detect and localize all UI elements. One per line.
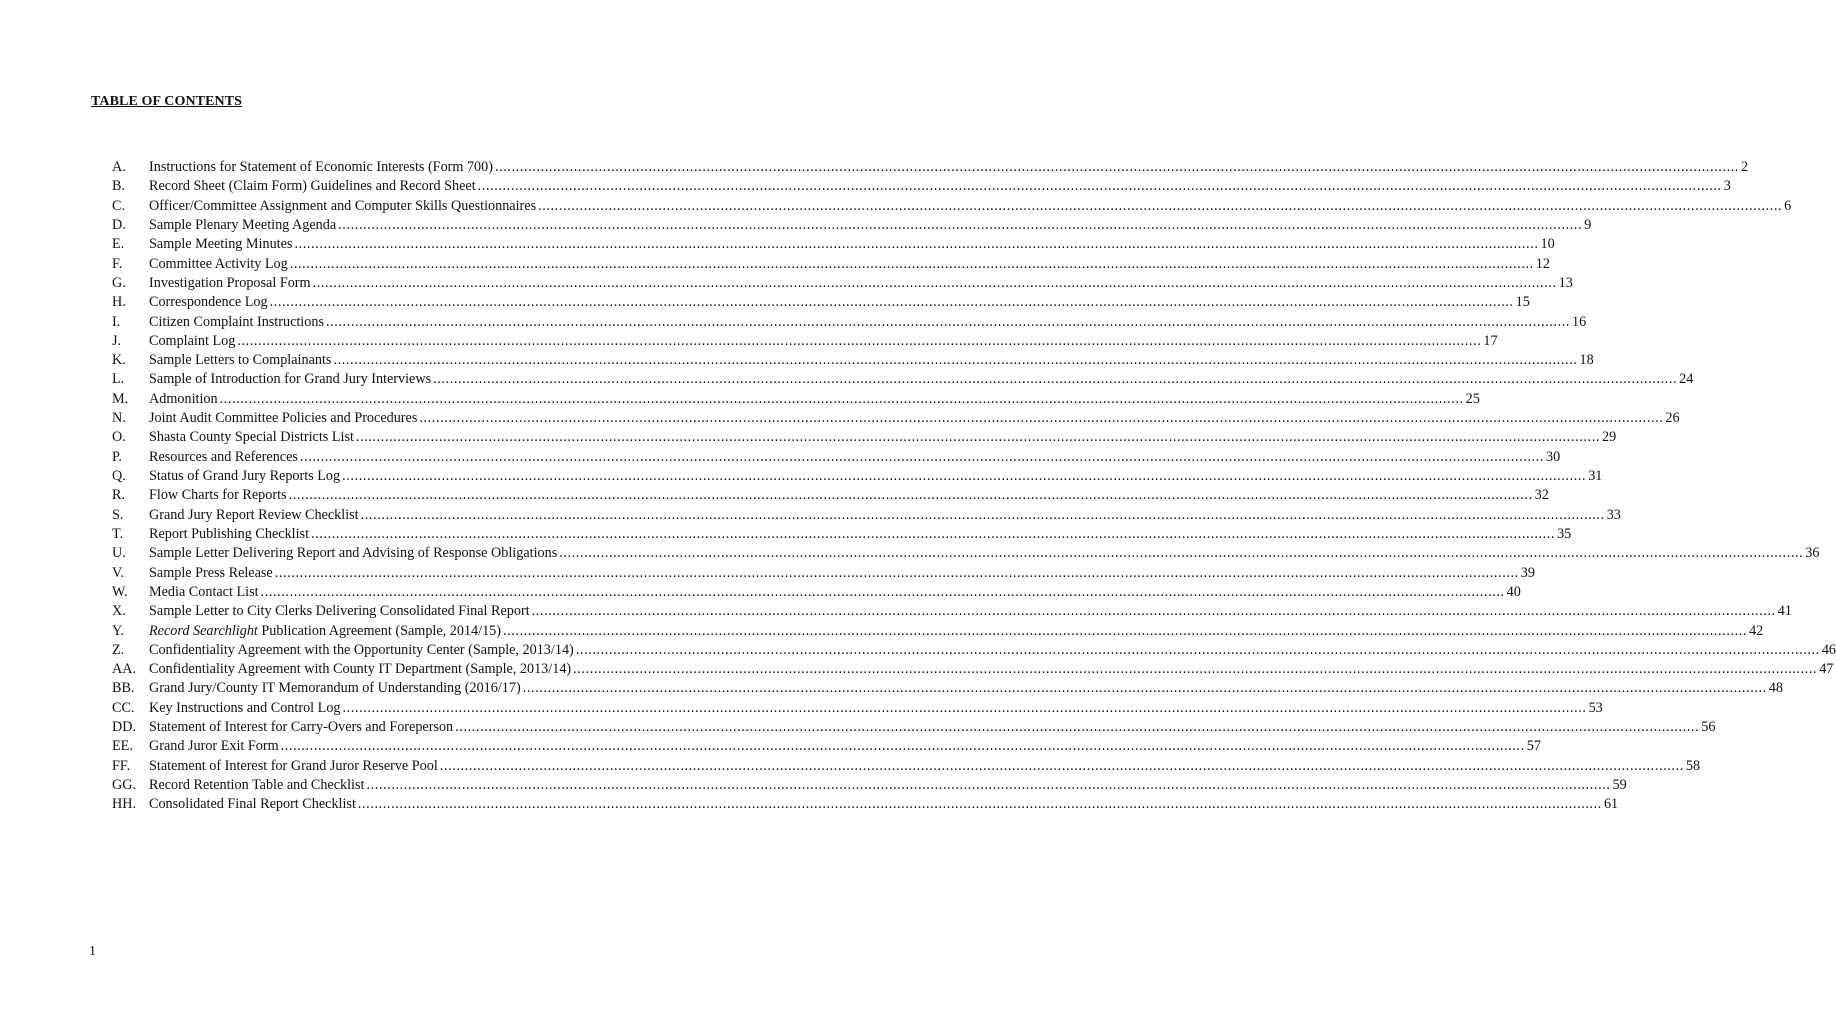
toc-entry-page: 9: [1584, 216, 1592, 233]
toc-leader-dots: ............................................................................................................................................................................................................................................................................................................: [333, 352, 1578, 369]
toc-entry: [112, 679, 1783, 698]
toc-entry-title: Sample Plenary Meeting Agenda: [149, 216, 337, 233]
toc-entry: [112, 602, 1792, 621]
toc-leader-dots: ............................................................................................................................................................................................................................................................................................................: [455, 719, 1700, 736]
toc-entry-letter: Z.: [112, 641, 125, 658]
toc-entry-page: 39: [1520, 564, 1535, 581]
toc-entry-page: 36: [1805, 545, 1820, 562]
toc-entry-title: Joint Audit Committee Policies and Procedures: [149, 410, 418, 427]
toc-entry: [112, 274, 1573, 293]
toc-entry-letter: T.: [112, 525, 124, 542]
toc-entry-page: 42: [1749, 622, 1764, 639]
toc-entry-title-rest: Publication Agreement (Sample, 2014/15): [257, 622, 501, 639]
toc-leader-dots: ............................................................................................................................................................................................................................................................................................................: [503, 622, 1748, 639]
toc-entry-title: Flow Charts for Reports: [149, 487, 287, 504]
toc-leader-dots: ............................................................................................................................................................................................................................................................................................................: [531, 603, 1776, 620]
toc-entry: [112, 293, 1530, 312]
toc-entry-letter: L.: [112, 371, 125, 388]
toc-entry-title: Sample of Introduction for Grand Jury Interviews: [149, 371, 432, 388]
toc-entry-page: 24: [1679, 371, 1694, 388]
toc-leader-dots: ............................................................................................................................................................................................................................................................................................................: [237, 332, 1482, 349]
toc-entry-page: 47: [1819, 661, 1834, 678]
page-title: TABLE OF CONTENTS: [91, 94, 243, 109]
toc-entry: [112, 660, 1834, 679]
toc-entry-title: Sample Letters to Complainants: [149, 352, 332, 369]
toc-leader-dots: ............................................................................................................................................................................................................................................................................................................: [559, 545, 1804, 562]
toc-entry-letter: EE.: [112, 738, 133, 755]
toc-entry-title: Committee Activity Log: [149, 255, 288, 272]
footer-page-number: 1: [89, 944, 96, 959]
toc-entry-title: Officer/Committee Assignment and Computer Skills Questionnaires: [149, 197, 537, 214]
toc-entry-page: 3: [1723, 178, 1731, 195]
toc-entry-letter: K.: [112, 352, 126, 369]
toc-entry-title: Grand Juror Exit Form: [149, 738, 279, 755]
toc-entry-title: Admonition: [149, 390, 218, 407]
toc-leader-dots: ............................................................................................................................................................................................................................................................................................................: [342, 699, 1587, 716]
toc-entry-letter: DD.: [112, 719, 137, 736]
toc-leader-dots: ............................................................................................................................................................................................................................................................................................................: [269, 294, 1514, 311]
toc-entry-page: 40: [1506, 583, 1521, 600]
toc-entry-letter: N.: [112, 410, 126, 427]
toc-entry-page: 12: [1535, 255, 1550, 272]
toc-leader-dots: ............................................................................................................................................................................................................................................................................................................: [357, 796, 1602, 813]
toc-entry-page: 48: [1768, 680, 1783, 697]
toc-entry: [112, 409, 1680, 428]
toc-leader-dots: ............................................................................................................................................................................................................................................................................................................: [288, 487, 1533, 504]
toc-leader-dots: ............................................................................................................................................................................................................................................................................................................: [477, 178, 1722, 195]
toc-entry-letter: Y.: [112, 622, 124, 639]
toc-entry-title: Media Contact List: [149, 583, 259, 600]
toc-entry-page: 56: [1701, 719, 1716, 736]
toc-entry-page: 32: [1534, 487, 1549, 504]
toc-leader-dots: ............................................................................................................................................................................................................................................................................................................: [219, 390, 1464, 407]
toc-entry-title: Key Instructions and Control Log: [149, 699, 341, 716]
toc-entry-page: 30: [1545, 448, 1561, 465]
toc-entry-letter: O.: [112, 429, 126, 446]
toc-entry-title: Grand Jury Report Review Checklist: [149, 506, 359, 523]
toc-entry-letter: W.: [112, 583, 128, 600]
toc-entry-title: Status of Grand Jury Reports Log: [149, 468, 341, 484]
toc-leader-dots: ............................................................................................................................................................................................................................................................................................................: [325, 313, 1571, 330]
toc-entry-letter: A.: [112, 159, 126, 175]
toc-entry-page: 17: [1483, 332, 1498, 349]
toc-entry: [112, 564, 1535, 583]
toc-entry-letter: I.: [112, 313, 121, 330]
toc-entry-page: 10: [1540, 236, 1555, 253]
toc-entry-title: Confidentiality Agreement with the Opportunity Center (Sample, 2013/14): [149, 641, 574, 658]
toc-entry: [112, 737, 1541, 756]
toc-entry: [112, 583, 1521, 602]
toc-entry-page: 35: [1557, 525, 1572, 542]
toc-entry-letter: H.: [112, 294, 126, 311]
toc-entry: [112, 718, 1716, 737]
toc-entry-page: 16: [1572, 313, 1587, 330]
toc-entry-page: 29: [1601, 429, 1617, 446]
toc-entry-letter: CC.: [112, 699, 135, 716]
toc-entry-page: 15: [1515, 294, 1530, 311]
toc-entry: [112, 177, 1731, 196]
toc-entry: [112, 390, 1480, 409]
toc-leader-dots: ............................................................................................................................................................................................................................................................................................................: [366, 777, 1611, 793]
toc-leader-dots: ............................................................................................................................................................................................................................................................................................................: [419, 410, 1664, 427]
toc-entry: [112, 332, 1498, 351]
toc-entry-letter: M.: [112, 390, 129, 407]
toc-entry: [112, 255, 1550, 274]
toc-entry: [112, 313, 1587, 332]
toc-entry-letter: G.: [112, 274, 126, 291]
toc-entry-page: 6: [1784, 197, 1792, 214]
toc-entry-title: Statement of Interest for Grand Juror Reserve Pool: [149, 757, 438, 774]
toc-entry-title: [149, 622, 501, 641]
toc-entry-letter: P.: [112, 448, 122, 465]
toc-entry: [112, 486, 1549, 505]
toc-entry-page: 57: [1526, 738, 1541, 755]
toc-leader-dots: ............................................................................................................................................................................................................................................................................................................: [311, 525, 1556, 542]
toc-entry-letter: HH.: [112, 796, 137, 813]
toc-entry: [112, 467, 1603, 486]
toc-entry-letter: FF.: [112, 757, 131, 774]
toc-entry-letter: S.: [112, 506, 124, 523]
table-of-contents-list: [112, 158, 1836, 815]
toc-leader-dots: ............................................................................................................................................................................................................................................................................................................: [360, 506, 1605, 523]
toc-entry-title: Sample Letter Delivering Report and Advising of Response Obligations: [149, 545, 558, 562]
toc-entry-title: Sample Letter to City Clerks Delivering Consolidated Final Report: [149, 603, 530, 620]
toc-entry-title: Complaint Log: [149, 332, 236, 349]
toc-entry: [112, 370, 1694, 389]
toc-entry: [112, 622, 1764, 641]
toc-entry: [112, 506, 1621, 525]
toc-entry-letter: C.: [112, 197, 126, 214]
toc-entry-title: Sample Press Release: [149, 564, 273, 581]
toc-entry-page: 25: [1465, 390, 1480, 407]
toc-leader-dots: ............................................................................................................................................................................................................................................................................................................: [289, 255, 1534, 272]
toc-entry-letter: D.: [112, 216, 126, 233]
toc-entry: [112, 235, 1555, 254]
toc-entry-page: 13: [1558, 274, 1573, 291]
toc-leader-dots: ............................................................................................................................................................................................................................................................................................................: [439, 757, 1684, 774]
toc-entry: [112, 544, 1820, 563]
toc-entry: [112, 448, 1561, 467]
toc-entry-title: Report Publishing Checklist: [149, 525, 310, 542]
toc-leader-dots: ............................................................................................................................................................................................................................................................................................................: [312, 274, 1557, 291]
toc-entry-title: Confidentiality Agreement with County IT Department (Sample, 2013/14): [149, 661, 572, 678]
toc-entry-title: Citizen Complaint Instructions: [149, 313, 324, 330]
toc-leader-dots: ............................................................................................................................................................................................................................................................................................................: [280, 738, 1525, 755]
toc-entry-letter: AA.: [112, 661, 137, 678]
toc-entry-title: Shasta County Special Districts List: [149, 429, 354, 446]
toc-leader-dots: ............................................................................................................................................................................................................................................................................................................: [433, 371, 1678, 388]
toc-entry-page: 33: [1606, 506, 1621, 523]
toc-entry-page: 2: [1741, 159, 1749, 175]
toc-entry-page: 59: [1612, 777, 1627, 793]
toc-entry-title-italic: Record Searchlight: [149, 622, 258, 639]
toc-leader-dots: ............................................................................................................................................................................................................................................................................................................: [355, 429, 1600, 446]
toc-leader-dots: ............................................................................................................................................................................................................................................................................................................: [294, 236, 1539, 253]
toc-leader-dots: ............................................................................................................................................................................................................................................................................................................: [299, 448, 1544, 465]
toc-leader-dots: ............................................................................................................................................................................................................................................................................................................: [342, 468, 1587, 484]
toc-leader-dots: ............................................................................................................................................................................................................................................................................................................: [260, 583, 1505, 600]
toc-entry-page: 26: [1665, 410, 1680, 427]
toc-leader-dots: ............................................................................................................................................................................................................................................................................................................: [338, 216, 1583, 233]
toc-entry-title: Consolidated Final Report Checklist: [149, 796, 356, 813]
toc-entry-page: 58: [1685, 757, 1701, 774]
toc-entry-page: 31: [1588, 468, 1603, 484]
toc-entry-title: Resources and References: [149, 448, 298, 465]
toc-entry-title: Record Sheet (Claim Form) Guidelines and Record Sheet: [149, 178, 476, 195]
toc-entry-title: Correspondence Log: [149, 294, 268, 311]
toc-entry: [112, 641, 1836, 660]
toc-entry: [112, 699, 1603, 718]
toc-entry: [112, 216, 1592, 235]
toc-leader-dots: ............................................................................................................................................................................................................................................................................................................: [522, 680, 1767, 697]
toc-entry-letter: F.: [112, 255, 123, 272]
toc-entry-letter: Q.: [112, 468, 126, 484]
toc-entry: [112, 776, 1627, 795]
toc-entry-letter: V.: [112, 564, 124, 581]
toc-entry-letter: E.: [112, 236, 125, 253]
toc-entry: [112, 428, 1617, 447]
toc-entry-letter: GG.: [112, 777, 137, 793]
toc-entry: [112, 757, 1701, 776]
toc-entry-letter: R.: [112, 487, 126, 504]
toc-leader-dots: ............................................................................................................................................................................................................................................................................................................: [575, 641, 1820, 658]
toc-leader-dots: ............................................................................................................................................................................................................................................................................................................: [573, 661, 1818, 678]
toc-entry-letter: X.: [112, 603, 126, 620]
toc-entry-letter: B.: [112, 178, 126, 195]
toc-leader-dots: ............................................................................................................................................................................................................................................................................................................: [494, 159, 1740, 175]
toc-entry-title: Investigation Proposal Form: [149, 274, 311, 291]
toc-entry-letter: BB.: [112, 680, 135, 697]
toc-leader-dots: ............................................................................................................................................................................................................................................................................................................: [538, 197, 1783, 214]
toc-entry-page: 46: [1821, 641, 1836, 658]
toc-entry-title: Sample Meeting Minutes: [149, 236, 293, 253]
toc-leader-dots: ............................................................................................................................................................................................................................................................................................................: [274, 564, 1519, 581]
toc-entry-title: Instructions for Statement of Economic Interests (Form 700): [149, 159, 493, 175]
toc-entry-letter: J.: [112, 332, 122, 349]
toc-entry-title: Statement of Interest for Carry-Overs and Foreperson: [149, 719, 454, 736]
toc-entry-title: Record Retention Table and Checklist: [149, 777, 365, 793]
toc-entry-title: Grand Jury/County IT Memorandum of Understanding (2016/17): [149, 680, 521, 697]
toc-entry: [112, 158, 1749, 177]
toc-entry: [112, 351, 1594, 370]
toc-entry-page: 61: [1603, 796, 1619, 813]
toc-entry-page: 18: [1579, 352, 1594, 369]
toc-entry-page: 53: [1588, 699, 1603, 716]
toc-entry: [112, 525, 1572, 544]
toc-entry: [112, 197, 1792, 216]
toc-entry: [112, 795, 1619, 814]
toc-entry-page: 41: [1777, 603, 1792, 620]
toc-entry-letter: U.: [112, 545, 126, 562]
